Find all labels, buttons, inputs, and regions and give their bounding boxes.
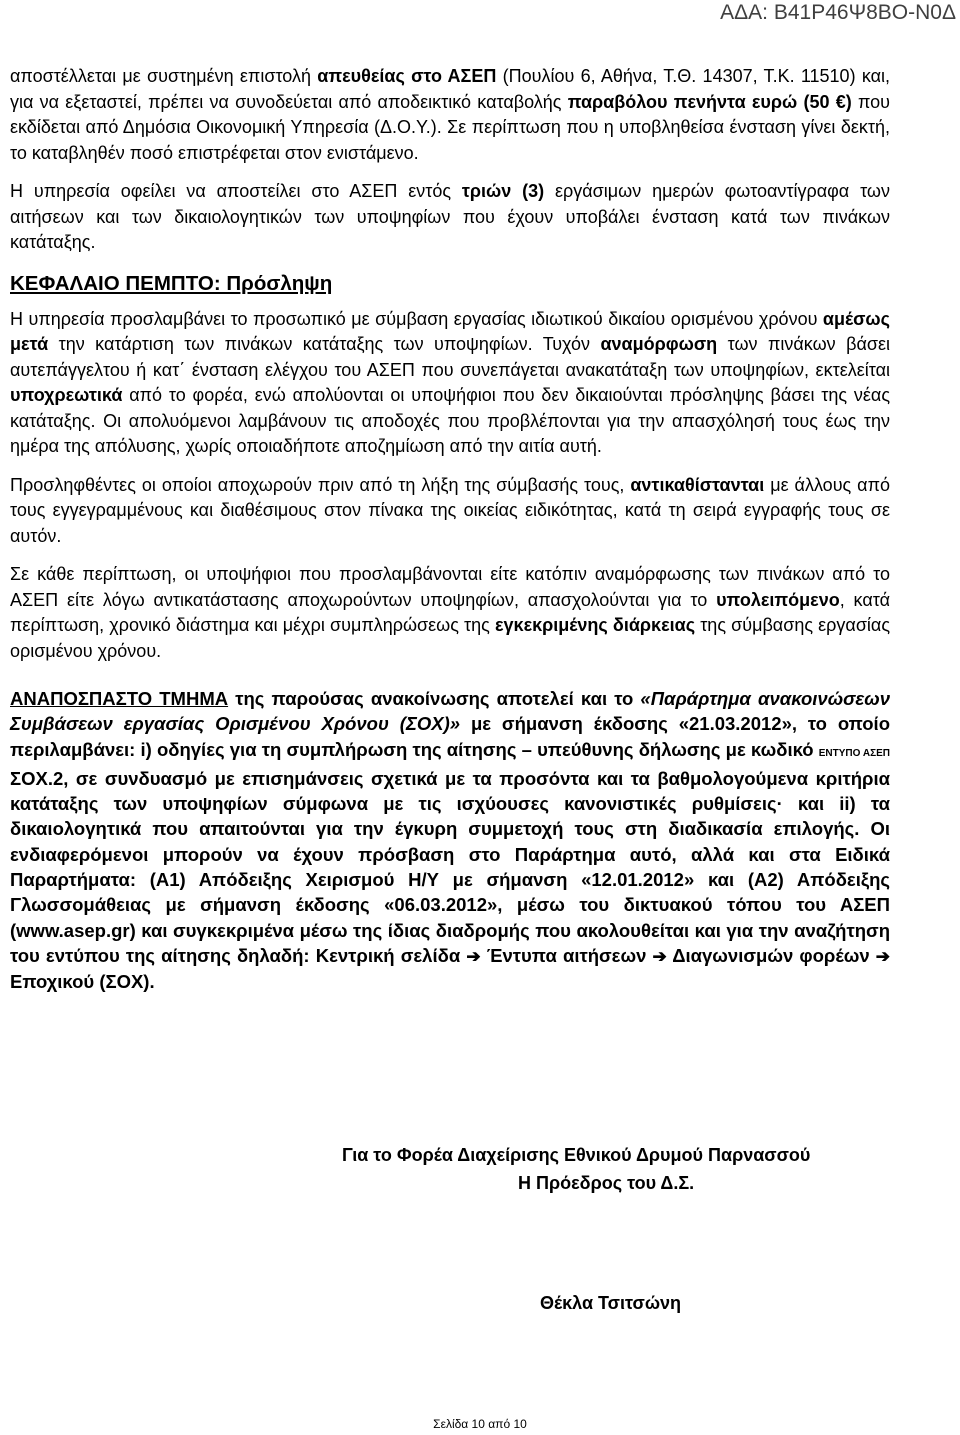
arrow-right-icon: ➔ bbox=[875, 946, 890, 966]
signer-name: Θέκλα Τσιτσώνη bbox=[540, 1293, 682, 1313]
document-body bbox=[10, 64, 890, 995]
text: Εποχικού (ΣΟΧ). bbox=[10, 971, 155, 993]
text: που εκδίδεται από Δημόσια Οικονομική Υπηρεσία (Δ.Ο.Υ.). Σε περίπτωση που η υποβληθείσα ένσταση γίνει δεκτή, το καταβληθέν ποσό επιστρέφεται στον ενιστάμενο. bbox=[10, 91, 890, 163]
text: της σύμβασης εργασίας ορισμένου χρόνου. bbox=[10, 615, 891, 661]
text: Η υπηρεσία προσλαμβάνει το προσωπικό με σύμβαση εργασίας ιδιωτικού δικαίου ορισμένου χρόνου bbox=[10, 308, 823, 329]
bold-text: υποχρεωτικά bbox=[10, 385, 123, 405]
text: Σε κάθε περίπτωση, οι υποψήφιοι που προσλαμβάνονται είτε κατόπιν αναμόρφωσης των πινάκων από το ΑΣΕΠ είτε λόγω αντικατάστασης αποχωρούντων υποψηφίων, απασχολούνται για το bbox=[10, 564, 890, 610]
signature-organization: Για το Φορέα Διαχείρισης Εθνικού Δρυμού Παρνασσού bbox=[342, 1145, 811, 1165]
bold-text: παραβόλου πενήντα ευρώ (50 €) bbox=[567, 91, 852, 112]
arrow-right-icon: ➔ bbox=[466, 946, 481, 966]
text: με σήμανση έκδοσης «21.03.2012», το οποίο περιλαμβάνει: i) οδηγίες για τη συμπλήρωση της αίτησης – υπεύθυνης δήλωσης με κωδικό bbox=[10, 713, 890, 760]
text: της παρούσας ανακοίνωσης αποτελεί και το bbox=[228, 688, 641, 709]
arrow-right-icon: ➔ bbox=[652, 946, 667, 966]
text: την κατάρτιση των πινάκων κατάταξης των υποψηφίων. Τυχόν bbox=[48, 334, 601, 354]
paragraph-replacement bbox=[10, 473, 890, 550]
text: ΣΟΧ.2, σε συνδυασμό με επισημάνσεις σχετικά με τα προσόντα και τα βαθμολογούμενα κριτήρια κατάταξης των υποψηφίων σύμφωνα με τις ισχύουσες κανονιστικές ρυθμίσεις· και ii) τα δικαιολογητικά που απαιτούνται για την έγκυρη συμμετοχή τους στη διαδικασία επιλογής. Οι ενδιαφερόμενοι μπορούν να έχουν πρόσβαση στο Παράρτημα αυτό, αλλά και στα Ειδικά Παραρτήματα: (Α1) Απόδειξης Χειρισμού Η/Υ με σήμανση «12.01.2012» και (Α2) Απόδειξης Γλωσσομάθειας με σήμανση έκδοσης «06.03.2012», μέσω του δικτυακού τόπου του ΑΣΕΠ (www.asep.gr) και συγκεκριμένα μέσω της ίδιας διαδρομής που ακολουθείται και για την αναζήτηση του εντύπου της αίτησης δηλαδή: Κεντρική σελίδα bbox=[10, 767, 890, 966]
bold-text: αμέσως μετά bbox=[10, 308, 890, 354]
bold-text: αναμόρφωση bbox=[600, 334, 718, 354]
signature-title: Η Πρόεδρος του Δ.Σ. bbox=[518, 1173, 695, 1193]
text: με άλλους από τους εγγεγραμμένους και διαθέσιμους στον πίνακα της οικείας ειδικότητας, κατά τη σειρά εγγραφής τους σε αυτόν. bbox=[10, 474, 891, 546]
text: (Πουλίου 6, Αθήνα, Τ.Θ. 14307, Τ.Κ. 11510) και, για να εξεταστεί, πρέπει να συνοδεύεται από αποδεικτικό καταβολής bbox=[10, 66, 891, 112]
text: Έντυπα αιτήσεων bbox=[480, 944, 653, 966]
paragraph-service-obligation bbox=[10, 179, 890, 256]
text: , κατά περίπτωση, χρονικό διάστημα και μέχρι συμπληρώσεως της bbox=[10, 589, 890, 635]
italic-text: «Παράρτημα ανακοινώσεων Συμβάσεων εργασίας Ορισμένου Χρόνου (ΣΟΧ)» bbox=[10, 688, 890, 735]
text: Η υπηρεσία οφείλει να αποστείλει στο ΑΣΕΠ εντός bbox=[10, 181, 462, 201]
paragraph-annex-notice bbox=[10, 686, 890, 995]
paragraph-hiring bbox=[10, 307, 890, 460]
chapter-heading: ΚΕΦΑΛΑΙΟ ΠΕΜΠΤΟ: Πρόσληψη bbox=[10, 271, 333, 295]
text: αποστέλλεται με συστημένη επιστολή bbox=[10, 66, 318, 86]
text: Διαγωνισμών φορέων bbox=[666, 944, 876, 966]
bold-text: αντικαθίστανται bbox=[630, 474, 765, 495]
text: Προσληφθέντες οι οποίοι αποχωρούν πριν από τη λήξη της σύμβασής τους, bbox=[10, 474, 631, 495]
bold-text: τριών (3) bbox=[461, 181, 545, 201]
text: εργάσιμων ημερών φωτοαντίγραφα των αιτήσεων και των δικαιολογητικών των υποψηφίων που έχουν υποβάλει ένσταση κατά των πινάκων κατάταξης. bbox=[10, 181, 890, 252]
bold-text: εγκεκριμένης διάρκειας bbox=[494, 615, 696, 635]
paragraph-objection-submission bbox=[10, 64, 890, 166]
small-caps-text: ΕΝΤΥΠΟ ΑΣΕΠ bbox=[818, 747, 890, 759]
bold-text: υπολειπόμενο bbox=[716, 589, 840, 610]
ada-code: ΑΔΑ: Β41Ρ46Ψ8ΒΟ-Ν0Δ bbox=[720, 1, 956, 24]
bold-text: απευθείας στο ΑΣΕΠ bbox=[317, 66, 497, 86]
underlined-text: ΑΝΑΠΟΣΠΑΣΤΟ ΤΜΗΜΑ bbox=[10, 688, 229, 709]
text: από το φορέα, ενώ απολύονται οι υποψήφιοι που δεν δικαιούνται πρόσληψης βάσει της νέας κατάταξης. Οι απολυόμενοι λαμβάνουν τις αποδοχές που προβλέπονται για την απασχόλησή τους έως την ημέρα της απόλυσης, χωρίς οποιαδήποτε αποζημίωση από την αιτία αυτή. bbox=[10, 385, 890, 456]
page-number: Σελίδα 10 από 10 bbox=[433, 1417, 527, 1431]
text: των πινάκων βάσει αυτεπάγγελτου ή κατ΄ ένσταση ελέγχου του ΑΣΕΠ που συνεπάγεται ανακατάταξη των υποψηφίων, εκτελείται bbox=[10, 334, 890, 380]
paragraph-remaining-duration bbox=[10, 562, 890, 664]
